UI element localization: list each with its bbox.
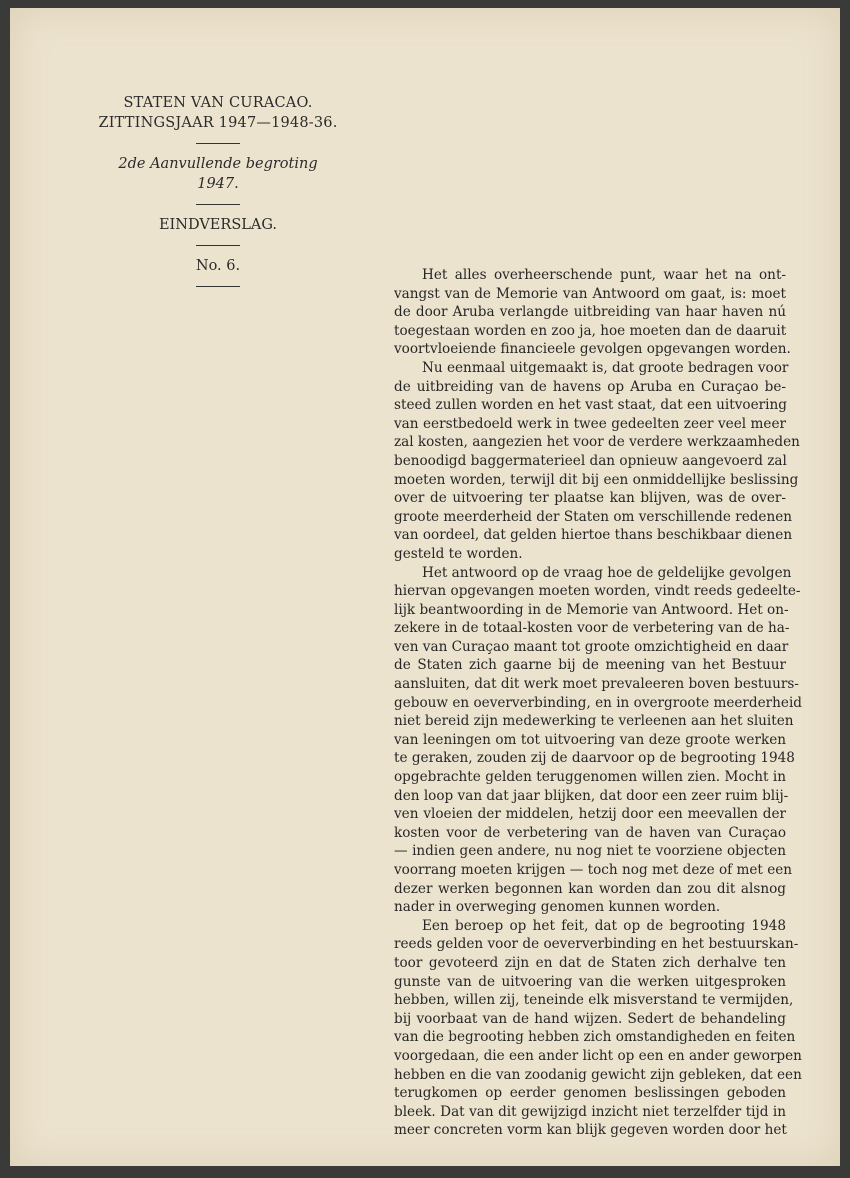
document-subtitle: 2de Aanvullende begroting 1947. (118, 156, 318, 192)
text-line: Het alles overheerschende punt, waar het na ont- (422, 267, 786, 283)
text-line: groote meerderheid der Staten om verschillende redenen (394, 508, 793, 525)
text-line: kosten voor de verbetering van de haven van Curaçao (394, 824, 786, 841)
text-line: van leeningen om tot uitvoering van deze groote werken (394, 731, 786, 748)
paragraph (394, 359, 800, 564)
text-line: hebben en die van zoodanig gewicht zijn gebleken, dat een (394, 1066, 802, 1083)
text-line: steed zullen worden en het vast staat, dat een uitvoering (394, 397, 787, 414)
text-line: de uitbreiding van de havens op Aruba en Curaçao be- (394, 378, 786, 395)
text-line: benoodigd baggermaterieel dan opnieuw aangevoerd zal (394, 452, 787, 469)
text-line: Het antwoord op de vraag hoe de geldelijke gevolgen (422, 564, 792, 581)
header-line-2: ZITTINGSJAAR 1947—1948-36. (98, 115, 338, 131)
text-line: de door Aruba verlangde uitbreiding van haar haven nú (394, 304, 786, 321)
divider (196, 204, 240, 205)
reverse-side-bleed-through (390, 103, 810, 123)
text-line: terugkomen op eerder genomen beslissingen geboden (394, 1085, 786, 1102)
text-line: voortvloeiende financieele gevolgen opgevangen worden. (394, 341, 791, 358)
text-line: toor gevoteerd zijn en dat de Staten zich derhalve ten (394, 954, 786, 971)
text-line: Een beroep op het feit, dat op de begrooting 1948 (422, 917, 786, 934)
document-number: No. 6. (195, 258, 241, 274)
text-line: de Staten zich gaarne bij de meening van het Bestuur (394, 657, 786, 674)
text-line: bleek. Dat van dit gewijzigd inzicht niet terzelfder tijd in (394, 1103, 786, 1120)
text-line: zekere in de totaal-kosten voor de verbetering van de ha- (394, 620, 790, 637)
divider (196, 245, 240, 246)
text-line: zal kosten, aangezien het voor de verdere werkzaamheden (394, 434, 800, 451)
body-text (394, 266, 803, 1140)
document-page (10, 8, 840, 1166)
header-line-1: STATEN VAN CURACAO. (123, 95, 313, 111)
text-line: niet bereid zijn medewerking te verleenen aan het sluiten (394, 713, 794, 730)
divider (196, 286, 240, 287)
text-line: over de uitvoering ter plaatse kan blijven, was de over- (394, 490, 786, 507)
text-line: bij voorbaat van de hand wijzen. Sedert de behandeling (394, 1010, 786, 1027)
text-line: ven van Curaçao maant tot groote omzichtigheid en daar (394, 638, 789, 655)
divider (196, 143, 240, 144)
text-line: — indien geen andere, nu nog niet te voorziene objecten (394, 843, 786, 860)
paragraph (394, 917, 802, 1140)
text-line: opgebrachte gelden teruggenomen willen zien. Mocht in (394, 769, 786, 786)
text-line: moeten worden, terwijl dit bij een onmiddellijke beslissing (394, 471, 799, 488)
text-line: gesteld te worden. (394, 545, 523, 562)
text-line: voorrang moeten krijgen — toch nog met deze of met een (394, 862, 793, 878)
paragraph (394, 564, 803, 917)
text-line: nader in overweging genomen kunnen worden. (394, 899, 721, 916)
text-line: van die begrooting hebben zich omstandigheden en feiten (394, 1029, 796, 1046)
paragraph (394, 266, 791, 359)
text-line: van oordeel, dat gelden hiertoe thans beschikbaar dienen (394, 527, 793, 544)
text-line: ven vloeien der middelen, hetzij door een meevallen der (394, 806, 786, 823)
text-line: dezer werken begonnen kan worden dan zou dit alsnog (394, 880, 786, 897)
text-line: reeds gelden voor de oeververbinding en het bestuurskan- (394, 936, 799, 953)
text-line: van eerstbedoeld werk in twee gedeelten zeer veel meer (394, 415, 786, 432)
text-line: hebben, willen zij, teneinde elk misverstand te vermijden, (394, 992, 794, 1009)
text-line: Nu eenmaal uitgemaakt is, dat groote bedragen voor (422, 359, 789, 376)
text-line: vangst van de Memorie van Antwoord om gaat, is: moet (394, 285, 786, 302)
text-line: gebouw en oeververbinding, en in overgroote meerderheid (394, 694, 803, 711)
text-line: den loop van dat jaar blijken, dat door een zeer ruim blij- (394, 787, 789, 804)
text-line: gunste van de uitvoering van die werken uitgesproken (394, 973, 786, 990)
section-title: EINDVERSLAG. (158, 217, 278, 233)
text-line: aansluiten, dat dit werk moet prevaleeren boven bestuurs- (394, 676, 799, 693)
text-line: lijk beantwoording in de Memorie van Antwoord. Het on- (394, 601, 789, 618)
text-line: meer concreten vorm kan blijk gegeven worden door het (394, 1122, 787, 1139)
text-line: toegestaan worden en zoo ja, hoe moeten dan de daaruit (394, 322, 787, 339)
text-line: hiervan opgevangen moeten worden, vindt reeds gedeelte- (394, 583, 801, 600)
document-header (98, 93, 338, 297)
text-line: te geraken, zouden zij de daarvoor op de begrooting 1948 (394, 750, 795, 767)
text-line: voorgedaan, die een ander licht op een en ander geworpen (394, 1047, 802, 1064)
